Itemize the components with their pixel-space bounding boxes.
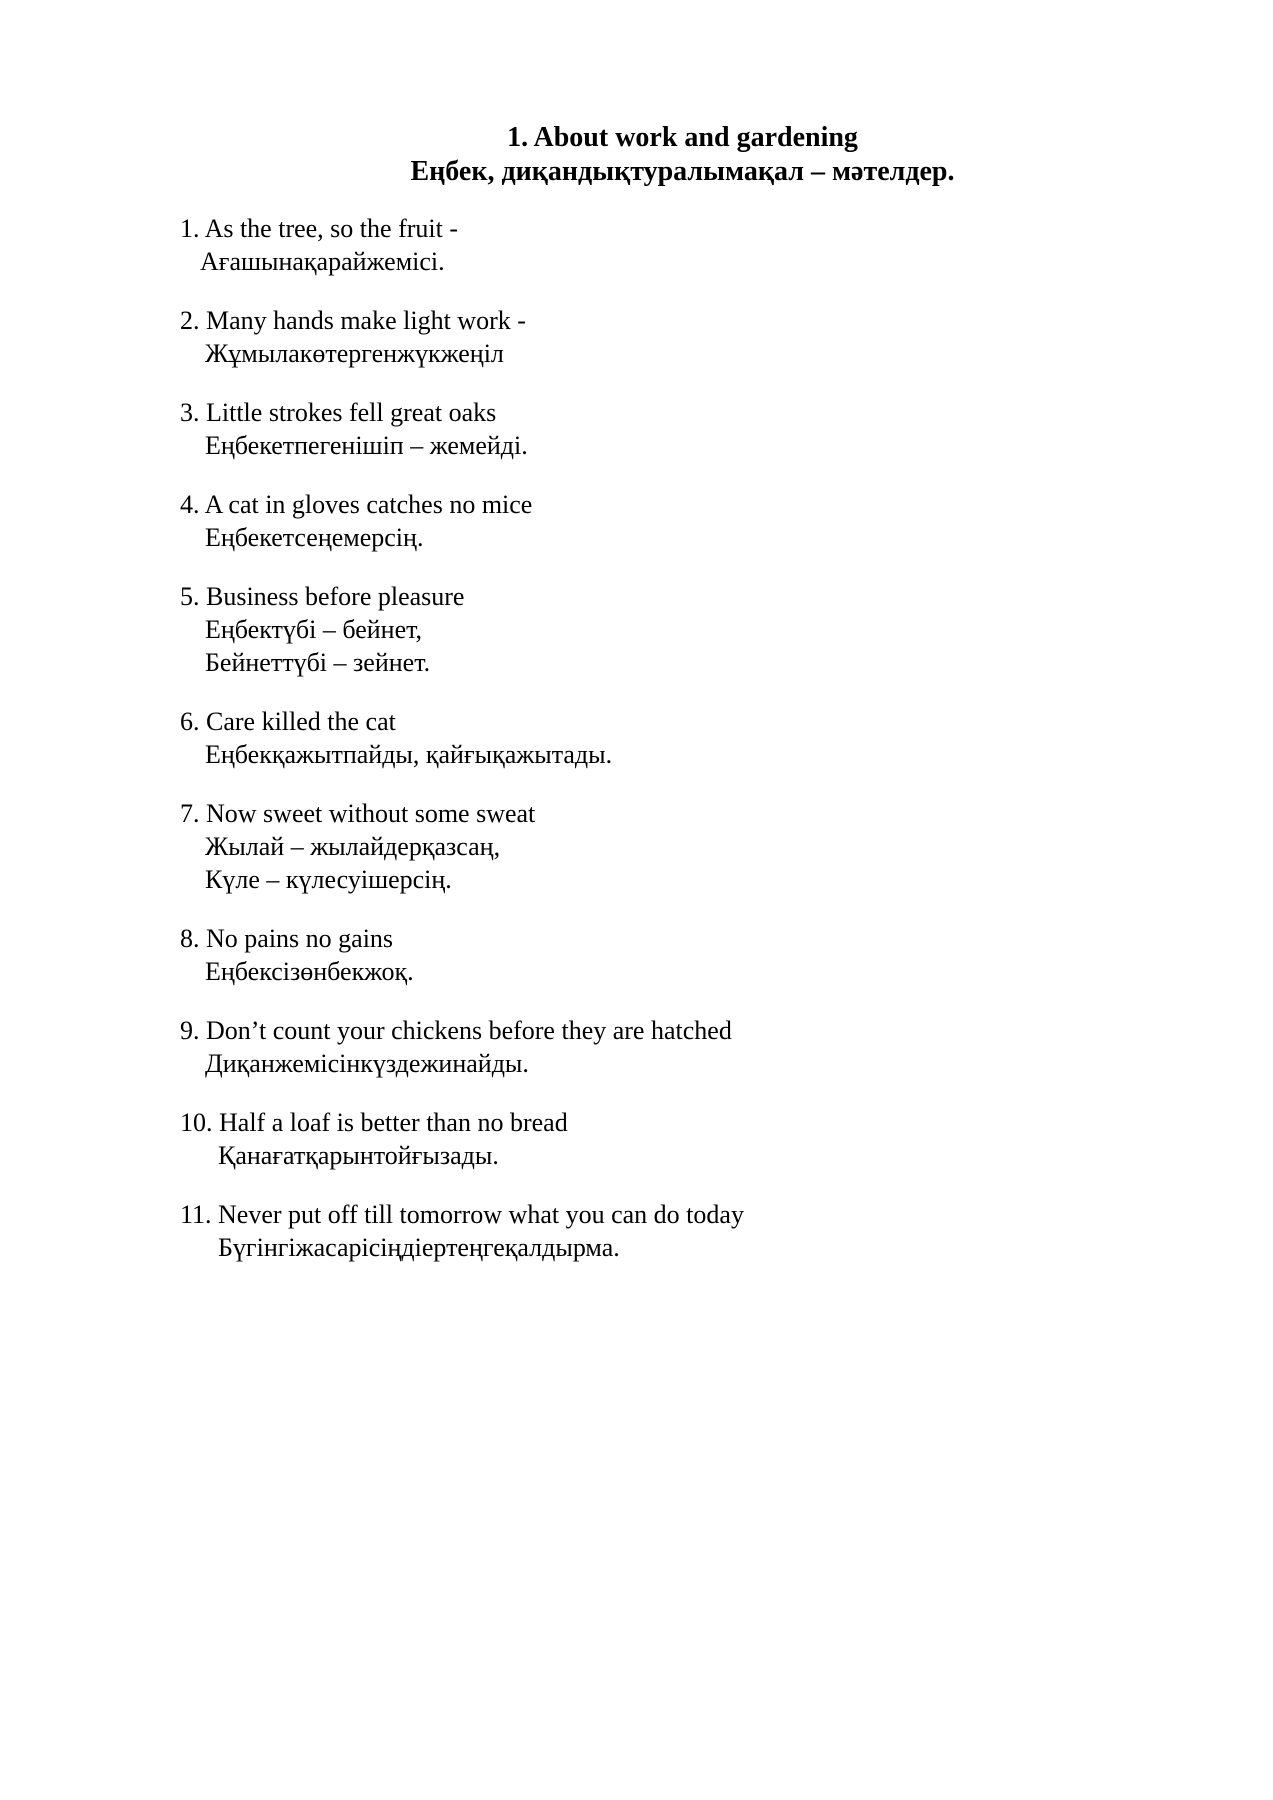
proverb-english: 1. As the tree, so the fruit - — [180, 214, 458, 243]
list-item — [180, 304, 744, 370]
list-item — [180, 1014, 744, 1080]
list-item — [180, 488, 744, 554]
proverb-kazakh: Күле – күлесуішерсің. — [205, 865, 452, 894]
proverb-english: 10. Half a loaf is better than no bread — [180, 1108, 568, 1137]
list-item — [180, 580, 744, 679]
document-title: 1. About work and gardening — [507, 122, 858, 153]
proverb-english: 4. A cat in gloves catches no mice — [180, 490, 533, 519]
proverb-kazakh: Еңбекетпегенішіп – жемейді. — [205, 431, 528, 460]
proverb-kazakh: Ағашынақарайжемісі. — [200, 247, 445, 276]
proverb-english: 5. Business before pleasure — [180, 582, 465, 611]
proverb-english: 11. Never put off till tomorrow what you can do today — [180, 1200, 744, 1229]
proverb-kazakh: Еңбектүбі – бейнет, — [205, 615, 423, 644]
proverb-english: 3. Little strokes fell great oaks — [180, 398, 497, 427]
list-item — [180, 1198, 744, 1264]
proverb-kazakh: Бейнеттүбі – зейнет. — [205, 648, 431, 677]
proverb-kazakh: Қанағатқарынтойғызады. — [218, 1141, 499, 1170]
proverb-list — [180, 212, 744, 1290]
proverb-kazakh: Еңбексізөнбекжоқ. — [205, 957, 414, 986]
list-item — [180, 797, 744, 896]
proverb-kazakh: Жылай – жылайдерқазсаң, — [205, 832, 501, 861]
list-item — [180, 396, 744, 462]
proverb-english: 6. Care killed the cat — [180, 707, 396, 736]
proverb-kazakh: Бүгінгіжасарісіңдіертеңгеқалдырма. — [218, 1233, 620, 1262]
proverb-kazakh: Жұмылакөтергенжүкжеңіл — [205, 339, 504, 368]
proverb-english: 8. No pains no gains — [180, 924, 394, 953]
list-item — [180, 212, 744, 278]
proverb-kazakh: Диқанжемісінкүздежинайды. — [205, 1049, 529, 1078]
proverb-kazakh: Еңбекетсеңемерсің. — [205, 523, 424, 552]
proverb-kazakh: Еңбекқажытпайды, қайғықажытады. — [205, 740, 613, 769]
proverb-english: 9. Don’t count your chickens before they are hatched — [180, 1016, 732, 1045]
list-item — [180, 922, 744, 988]
proverb-english: 2. Many hands make light work - — [180, 306, 526, 335]
list-item — [180, 1106, 744, 1172]
document-subtitle: Еңбек, диқандықтуралымақал – мәтелдер. — [410, 156, 955, 187]
proverb-english: 7. Now sweet without some sweat — [180, 799, 536, 828]
list-item — [180, 705, 744, 771]
